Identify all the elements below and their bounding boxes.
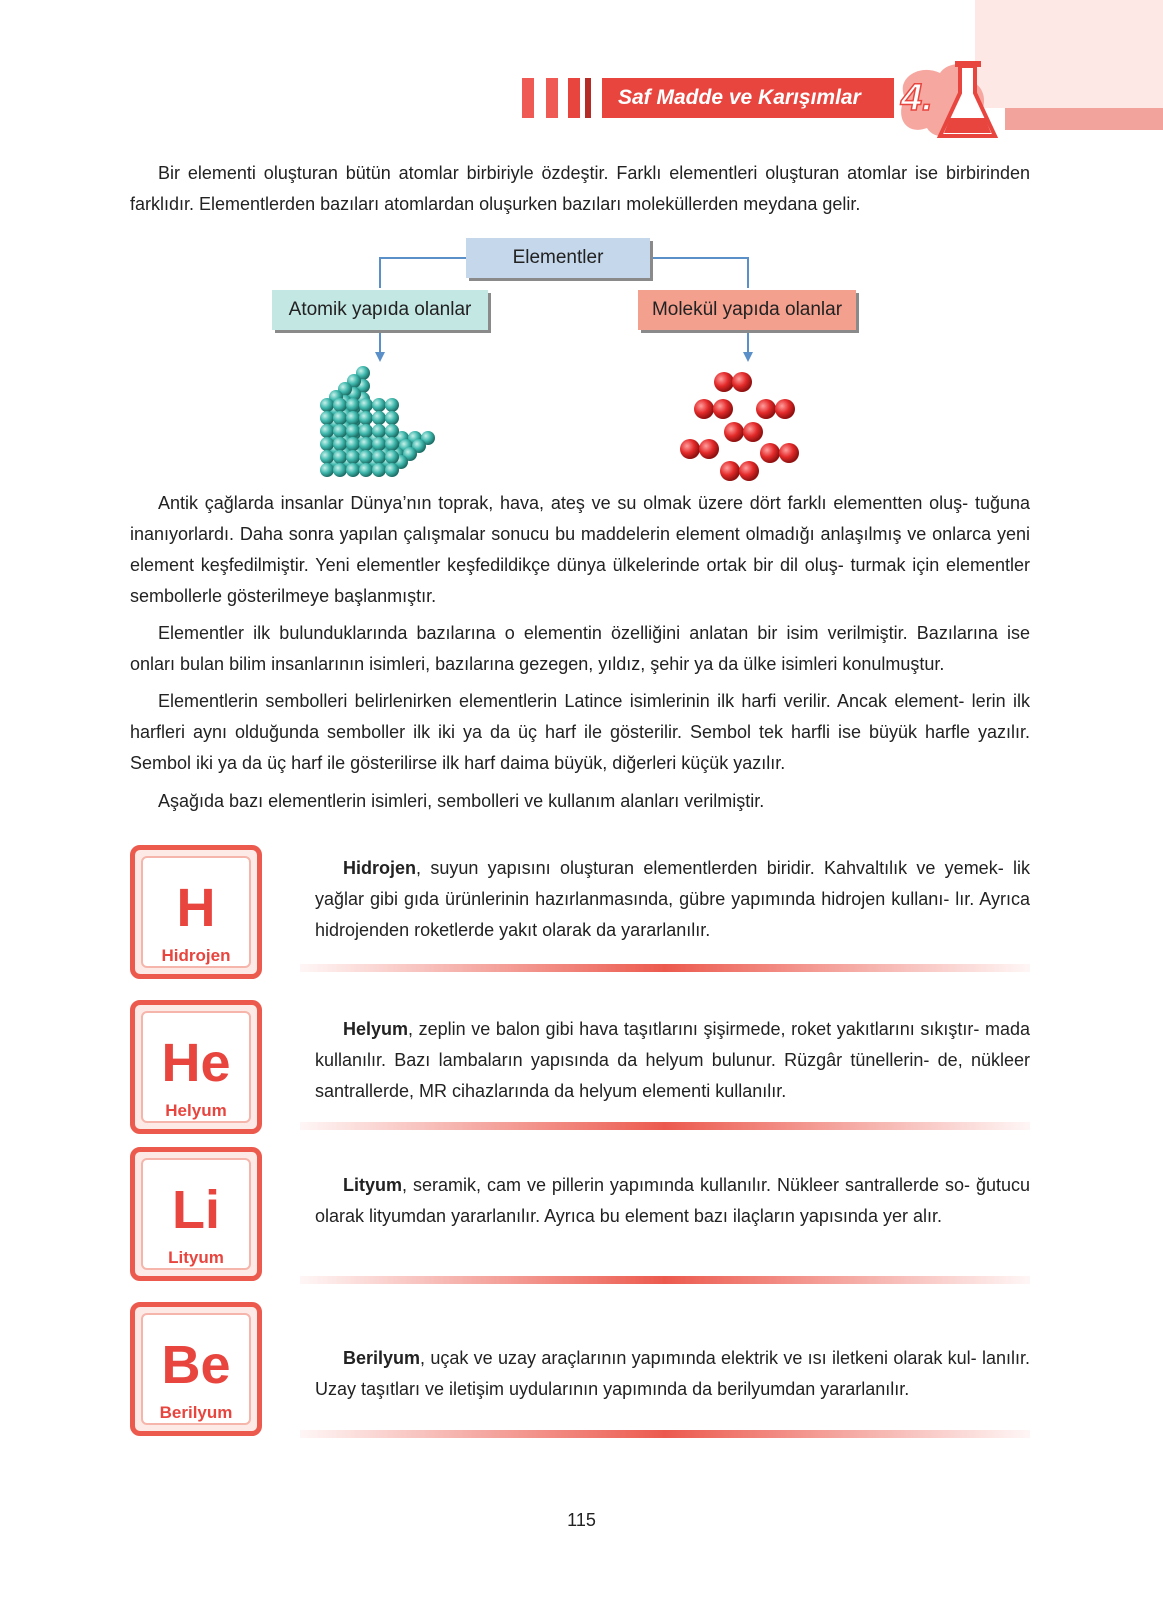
separator-line <box>300 1430 1030 1438</box>
element-symbol: He <box>161 1033 231 1093</box>
paragraph-symbols: Elementlerin sembolleri belirlenirken elementlerin Latince isimlerinin ilk harfi verilir. Ancak element- lerin ilk harfleri aynı olduğunda semboller ilk iki ya da üç harf ile gösterilir. Sembol tek harfli ise büyük harfle yazılır. Sembol iki ya da üç harf ile gösterilirse ilk harf daima büyük, diğerleri küçük yazılır. <box>130 691 1030 773</box>
element-name: Berilyum <box>159 1403 233 1422</box>
element-card-hydrogen <box>130 845 262 979</box>
element-name: Lityum <box>168 1248 224 1267</box>
separator-line <box>300 1276 1030 1284</box>
section-title: Saf Madde ve Karışımlar <box>602 78 894 118</box>
atomic-structure-image <box>315 365 445 490</box>
element-symbol: Be <box>161 1335 231 1395</box>
molecular-structure-image <box>672 365 812 485</box>
paragraph-history: Antik çağlarda insanlar Dünya’nın toprak, hava, ateş ve su olmak üzere dört farklı elementten oluş- tuğuna inanıyorlardı. Daha sonra yapılan çalışmalar sonucu bu maddelerin element olmadığı anlaşılmış ve onlarca yeni element keşfedilmiştir. Yeni elementler keşfedildikçe dünya ülkelerinde ortak bir dil oluş- turmak için elementler sembollerle gösterilmeye başlanmıştır. <box>130 493 1030 606</box>
chapter-number: 4. <box>901 77 933 119</box>
element-card-helium <box>130 1000 262 1134</box>
element-symbol: H <box>176 878 216 938</box>
element-description-beryllium: Berilyum, uçak ve uzay araçlarının yapımında elektrik ve ısı iletkeni olarak kul- lanılır. Uzay taşıtları ve iletişim uydularının yapımında da berilyumdan yararlanılır. <box>315 1348 1030 1399</box>
separator-line <box>300 964 1030 972</box>
diagram-molecular-box: Molekül yapıda olanlar <box>638 290 856 330</box>
page-number: 115 <box>567 1510 596 1530</box>
element-symbol: Li <box>172 1180 220 1240</box>
paragraph-intro-list: Aşağıda bazı elementlerin isimleri, sembolleri ve kullanım alanları verilmiştir. <box>158 791 765 811</box>
element-description-helium: Helyum, zeplin ve balon gibi hava taşıtlarını şişirmede, roket yakıtlarını sıkıştır- mada kullanılır. Bazı lambaların yapısında da helyum bulunur. Rüzgâr tünellerin- de, nükleer santrallerde, MR cihazlarında da helyum elementi kullanılır. <box>315 1019 1030 1101</box>
intro-paragraph: Bir elementi oluşturan bütün atomlar birbiriyle özdeştir. Farklı elementleri oluşturan atomlar ise birbirinden farklıdır. Elementlerden bazıları atomlardan oluşurken bazıları moleküllerden meydana gelir. <box>130 163 1030 214</box>
diagram-atomic-box: Atomik yapıda olanlar <box>272 290 488 330</box>
paragraph-naming: Elementler ilk bulunduklarında bazılarına o elementin özelliğini anlatan bir isim verilmiştir. Bazılarına ise onları bulan bilim insanlarının isimleri, bazılarına gezegen, yıldız, şehir ya da ülke isimleri konulmuştur. <box>130 623 1030 674</box>
diagram-root-box: Elementler <box>466 238 650 278</box>
element-name: Hidrojen <box>161 946 231 965</box>
element-description-hydrogen: Hidrojen, suyun yapısını oluşturan elementlerden biridir. Kahvaltılık ve yemek- lik yağlar gibi gıda ürünlerinin hazırlanmasında, gübre yapımında hidrojen kullanı- lır. Ayrıca hidrojenden roketlerde yakıt olarak da yararlanılır. <box>315 858 1030 940</box>
element-name: Helyum <box>165 1101 227 1120</box>
element-card-lithium <box>130 1147 262 1281</box>
element-card-beryllium <box>130 1302 262 1436</box>
element-description-lithium: Lityum, seramik, cam ve pillerin yapımında kullanılır. Nükleer santrallerde so- ğutucu olarak lityumdan yararlanılır. Ayrıca bu element bazı ilaçların yapısında yer alır. <box>315 1175 1030 1226</box>
separator-line <box>300 1122 1030 1130</box>
